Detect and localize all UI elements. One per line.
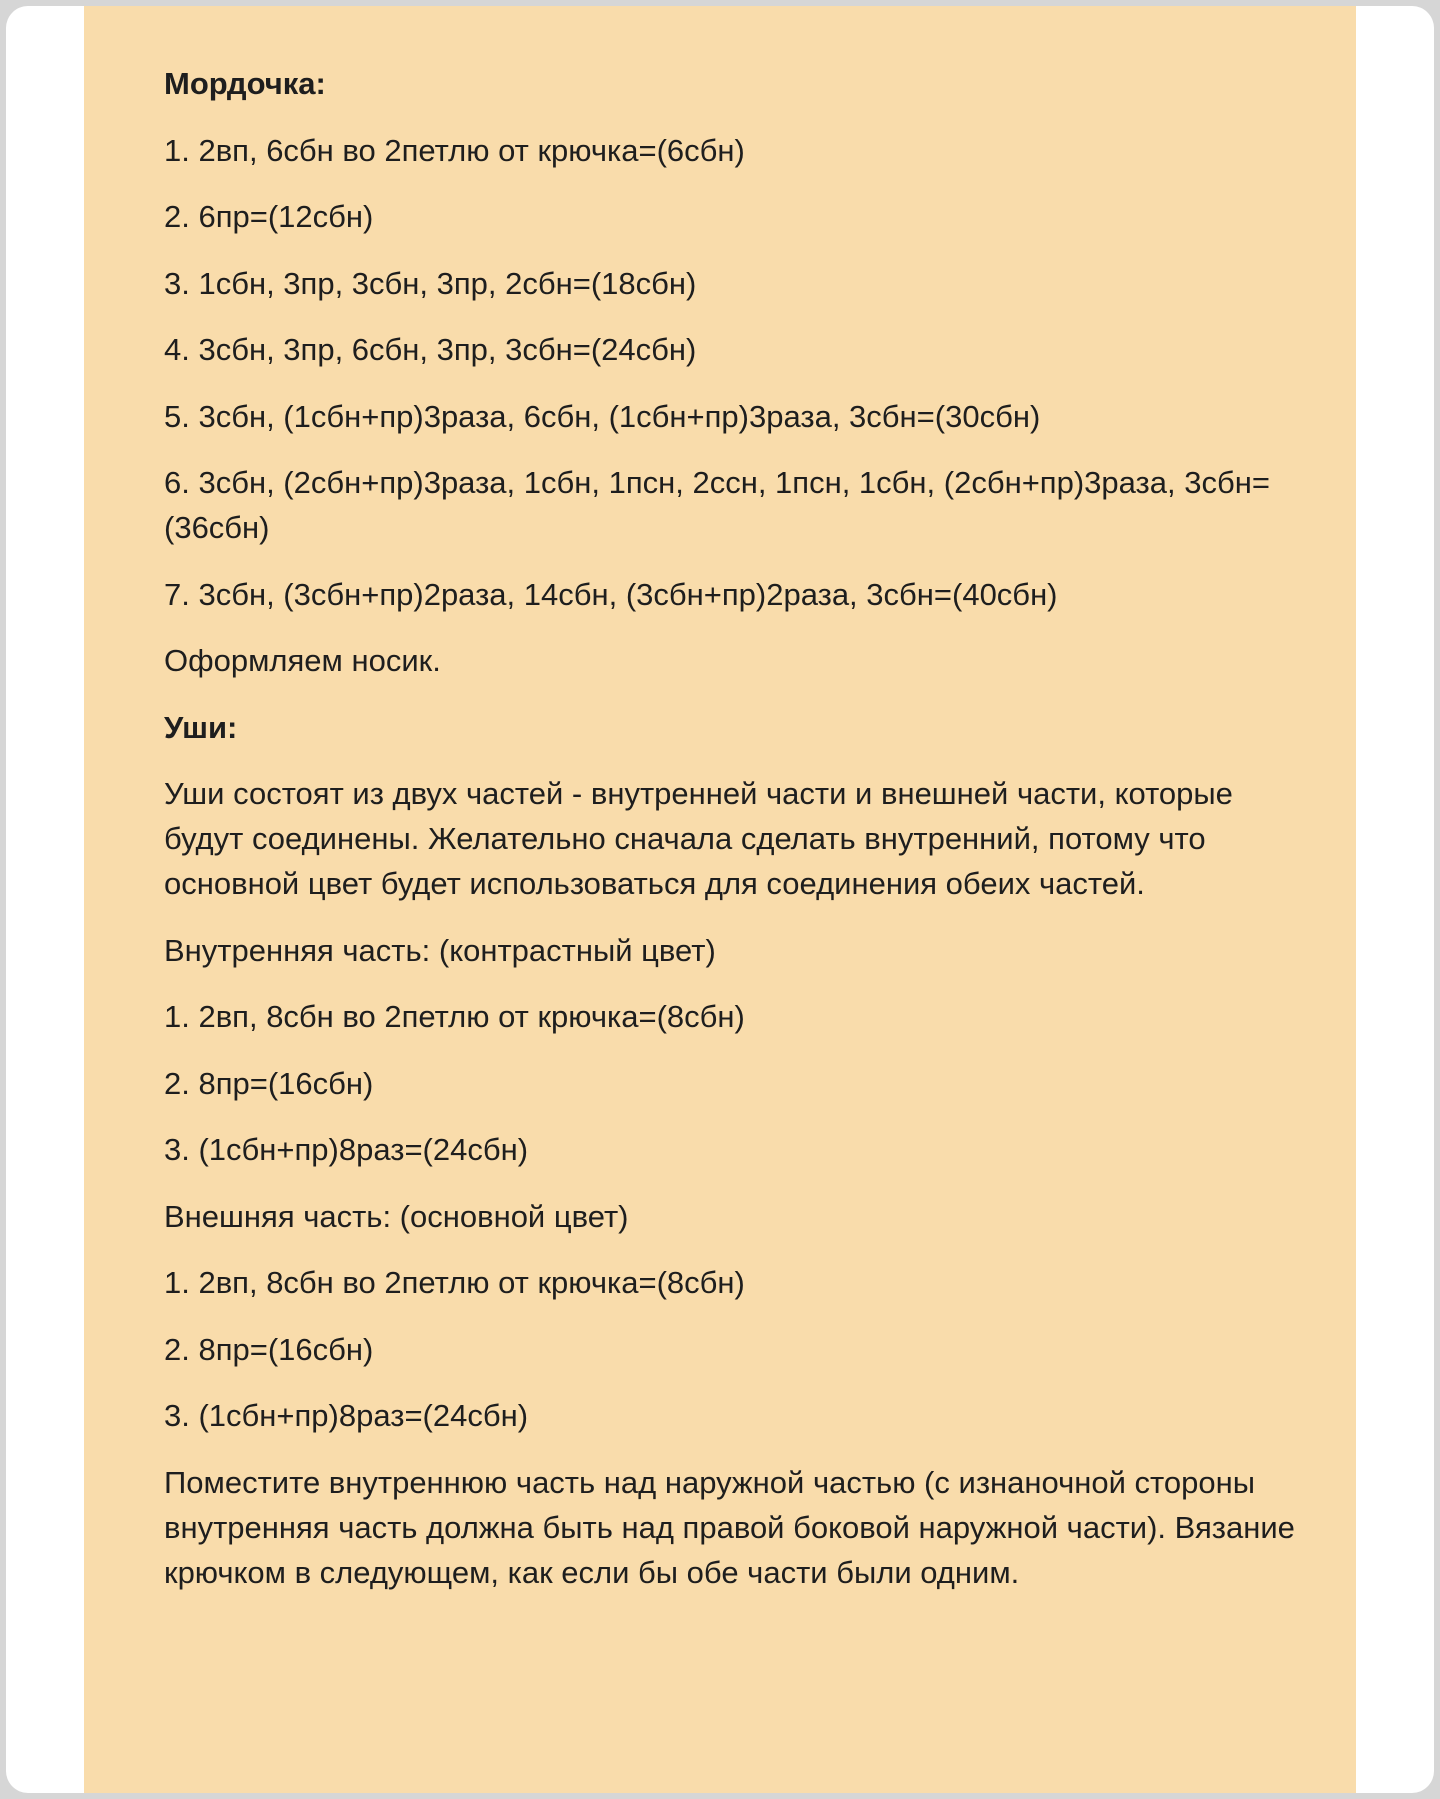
ears-inner-row-1: 1. 2вп, 8сбн во 2петлю от крючка=(8сбн): [164, 999, 745, 1034]
ears-outer-row-2: 2. 8пр=(16сбн): [164, 1331, 374, 1367]
muzzle-row-4: 4. 3сбн, 3пр, 6сбн, 3пр, 3сбн=(24сбн): [164, 332, 697, 367]
ears-outer-label: Внешняя часть: (основной цвет): [164, 1198, 629, 1234]
ears-inner-label: Внутренняя часть: (контрастный цвет): [164, 932, 716, 968]
muzzle-note: Оформляем носик.: [164, 643, 441, 678]
card: [6, 6, 1434, 1793]
muzzle-row-6: 6. 3сбн, (2сбн+пр)3раза, 1сбн, 1псн, 2ссн, 1псн, 1сбн, (2сбн+пр)3раза, 3сбн=(36сбн): [164, 465, 1270, 545]
ears-outer-row-1: 1. 2вп, 8сбн во 2петлю от крючка=(8сбн): [164, 1265, 745, 1300]
muzzle-row-5: 5. 3сбн, (1сбн+пр)3раза, 6сбн, (1сбн+пр)3раза, 3сбн=(30сбн): [164, 398, 1041, 434]
ears-intro: Уши состоят из двух частей - внутренней части и внешней части, которые будут соединены. Желательно сначала сделать внутренний, потому что основной цвет будет использоваться для соединения обеих частей.: [164, 776, 1233, 901]
ears-outro: Поместите внутреннюю часть над наружной частью (с изнаночной стороны внутренняя часть должна быть над правой боковой наружной части). Вязание крючком в следующем, как если бы обе части были одним.: [164, 1464, 1295, 1590]
muzzle-row-7: 7. 3сбн, (3сбн+пр)2раза, 14сбн, (3сбн+пр)2раза, 3сбн=(40сбн): [164, 576, 1058, 612]
ears-inner-row-3: 3. (1сбн+пр)8раз=(24сбн): [164, 1132, 529, 1167]
ears-inner-row-2: 2. 8пр=(16сбн): [164, 1065, 374, 1101]
muzzle-row-1: 1. 2вп, 6сбн во 2петлю от крючка=(6сбн): [164, 132, 745, 168]
muzzle-row-3: 3. 1сбн, 3пр, 3сбн, 3пр, 2сбн=(18сбн): [164, 265, 697, 301]
ears-outer-row-3: 3. (1сбн+пр)8раз=(24сбн): [164, 1398, 529, 1433]
document-page: [84, 6, 1356, 1793]
document-content: [164, 61, 1314, 1616]
muzzle-row-2: 2. 6пр=(12сбн): [164, 199, 374, 234]
ears-heading: Уши:: [164, 709, 238, 745]
muzzle-heading: Мордочка:: [164, 66, 326, 101]
